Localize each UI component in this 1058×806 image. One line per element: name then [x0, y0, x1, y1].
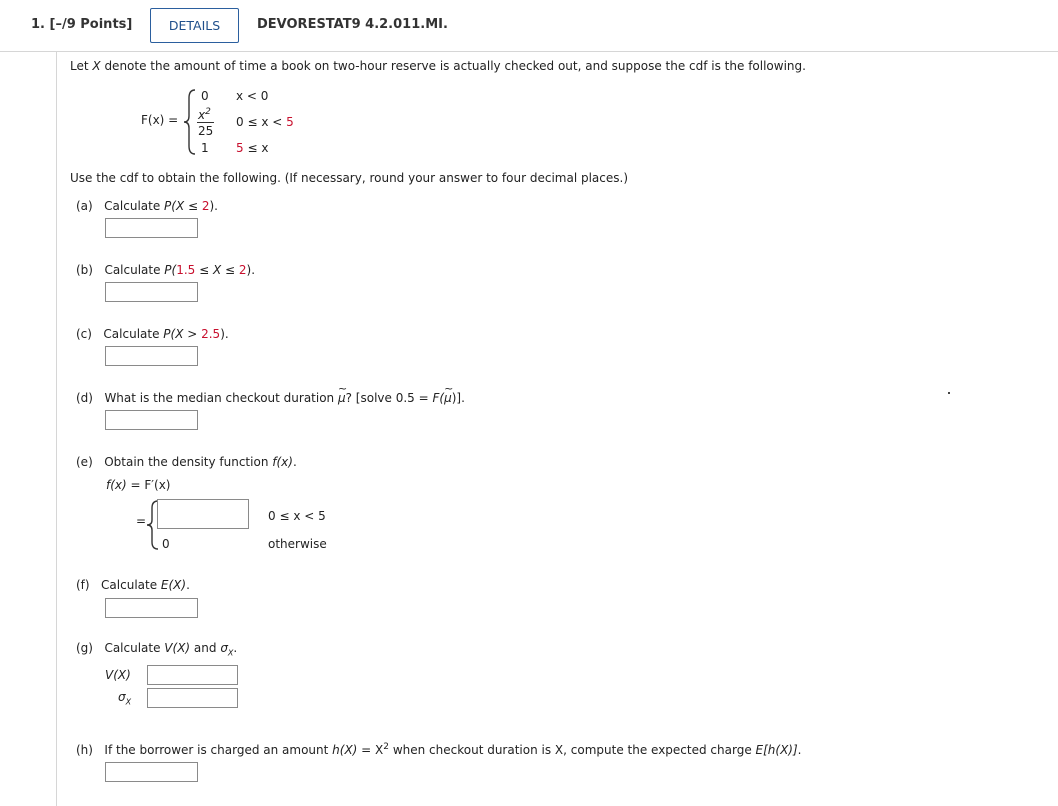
part-h-prompt: (h) If the borrower is charged an amount $h(X) = X^2$ when checkout duration is X, compute the expected charge E[h(X)]. — [76, 742, 802, 757]
mu-tilde-symbol-2: ~ μ — [444, 391, 452, 405]
intro-text: Let X denote the amount of time a book on two-hour reserve is actually checked out, and suppose the cdf is the following. — [70, 59, 806, 73]
part-e-density-input[interactable] — [157, 499, 249, 529]
mu-tilde-symbol: ~ μ — [338, 391, 346, 405]
part-g-prompt: (g) Calculate V(X) and $\sigma_X$. — [76, 641, 238, 658]
content-divider — [56, 52, 57, 806]
details-button[interactable]: DETAILS — [150, 8, 239, 43]
part-b-answer-input[interactable] — [105, 282, 198, 302]
part-h-answer-input[interactable] — [105, 762, 198, 782]
sigma-label: $\sigma_X$ — [118, 690, 132, 707]
question-number: 1. [–/9 Points] — [31, 17, 133, 32]
part-g-sigma-input[interactable] — [147, 688, 238, 708]
part-c-answer-input[interactable] — [105, 346, 198, 366]
part-f-prompt: (f) Calculate E(X). — [76, 578, 190, 592]
cdf-case2-denominator: 25 — [198, 124, 214, 138]
density-condition-2: otherwise — [268, 537, 327, 551]
cdf-brace-icon — [183, 88, 197, 156]
cdf-case1-condition: x < 0 — [236, 89, 269, 103]
part-a-prompt: (a) Calculate P(X ≤ 2). — [76, 199, 218, 213]
part-g-variance-input[interactable] — [147, 665, 238, 685]
cdf-case3-condition: 5 ≤ x — [236, 141, 269, 155]
part-e-prompt: (e) Obtain the density function f(x). — [76, 455, 297, 469]
part-b-prompt: (b) Calculate P(1.5 ≤ X ≤ 2). — [76, 263, 256, 277]
density-zero: 0 — [162, 537, 170, 551]
cdf-case1-value: 0 — [201, 89, 209, 103]
cdf-fraction-bar — [197, 122, 214, 123]
instructions-text: Use the cdf to obtain the following. (If necessary, round your answer to four decimal places.) — [70, 171, 629, 185]
density-definition: f(x) = F′(x) — [106, 478, 171, 492]
density-equals: = — [136, 514, 147, 528]
part-d-prompt: (d) What is the median checkout duration ~ μ? [solve 0.5 = F(~ μ)]. — [76, 391, 465, 405]
question-code: DEVORESTAT9 4.2.011.MI. — [257, 17, 448, 32]
density-condition-1: 0 ≤ x < 5 — [268, 509, 326, 523]
part-d-answer-input[interactable] — [105, 410, 198, 430]
stray-dot — [948, 392, 950, 394]
variance-label: V(X) — [105, 668, 131, 682]
part-c-prompt: (c) Calculate P(X > 2.5). — [76, 327, 229, 341]
cdf-case3-value: 1 — [201, 141, 209, 155]
part-a-answer-input[interactable] — [105, 218, 198, 238]
cdf-case2-condition: 0 ≤ x < 5 — [236, 115, 294, 129]
part-f-answer-input[interactable] — [105, 598, 198, 618]
cdf-label: F(x) = — [141, 113, 179, 127]
cdf-case2-numerator: $x^2$ — [198, 107, 211, 122]
